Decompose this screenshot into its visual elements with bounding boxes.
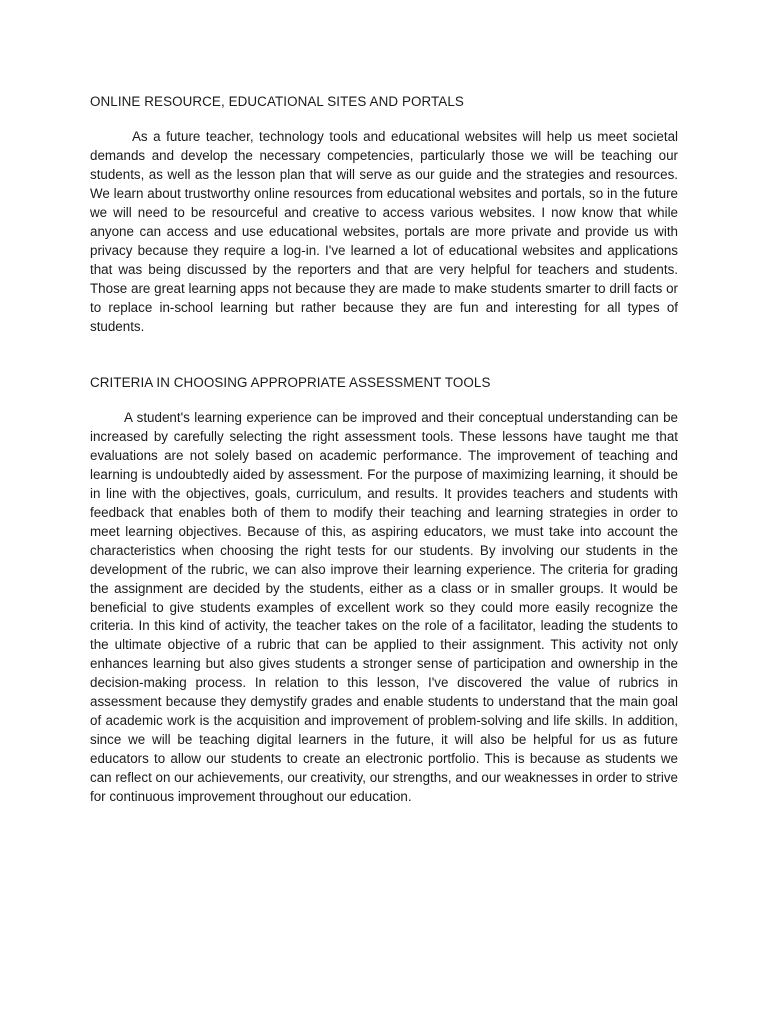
section-paragraph-online-resources: As a future teacher, technology tools and educational websites will help us meet societal demands and develop the necessary competencies, particularly those we will be teaching our students, as well as the lesson plan that will serve as our guide and the strategies and resources. We learn about trustworthy online resources from educational websites and portals, so in the future we will need to be resourceful and creative to access various websites. I now know that while anyone can access and use educational websites, portals are more private and provide us with privacy because they require a log-in. I've learned a lot of educational websites and applications that was being discussed by the reporters and that are very helpful for teachers and students. Those are great learning apps not because they are made to make students smarter to drill facts or to replace in-school learning but rather because they are fun and interesting for all types of students. [90, 129, 678, 334]
section-heading-online-resources: ONLINE RESOURCE, EDUCATIONAL SITES AND PORTALS [90, 94, 464, 109]
section-paragraph-assessment-tools: A student's learning experience can be improved and their conceptual understanding can be increased by carefully selecting the right assessment tools. These lessons have taught me that evaluations are not solely based on academic performance. The improvement of teaching and learning is undoubtedly aided by assessment. For the purpose of maximizing learning, it should be in line with the objectives, goals, curriculum, and results. It provides teachers and students with feedback that enables both of them to modify their teaching and learning strategies in order to meet learning objectives. Because of this, as aspiring educators, we must take into account the characteristics when choosing the right tests for our students. By involving our students in the development of the rubric, we can also improve their learning experience. The criteria for grading the assignment are decided by the students, either as a class or in smaller groups. It would be beneficial to give students examples of excellent work so they could more easily recognize the criteria. In this kind of activity, the teacher takes on the role of a facilitator, leading the students to the ultimate objective of a rubric that can be applied to their assignment. This activity not only enhances learning but also gives students a stronger sense of participation and ownership in the decision-making process. In relation to this lesson, I've discovered the value of rubrics in assessment because they demystify grades and enable students to understand that the main goal of academic work is the acquisition and improvement of problem-solving and life skills. In addition, since we will be teaching digital learners in the future, it will also be helpful for us as future educators to allow our students to create an electronic portfolio. This is because as students we can reflect on our achievements, our creativity, our strengths, and our weaknesses in order to strive for continuous improvement throughout our education. [90, 410, 678, 805]
section-heading-assessment-tools: CRITERIA IN CHOOSING APPROPRIATE ASSESSMENT TOOLS [90, 375, 491, 390]
